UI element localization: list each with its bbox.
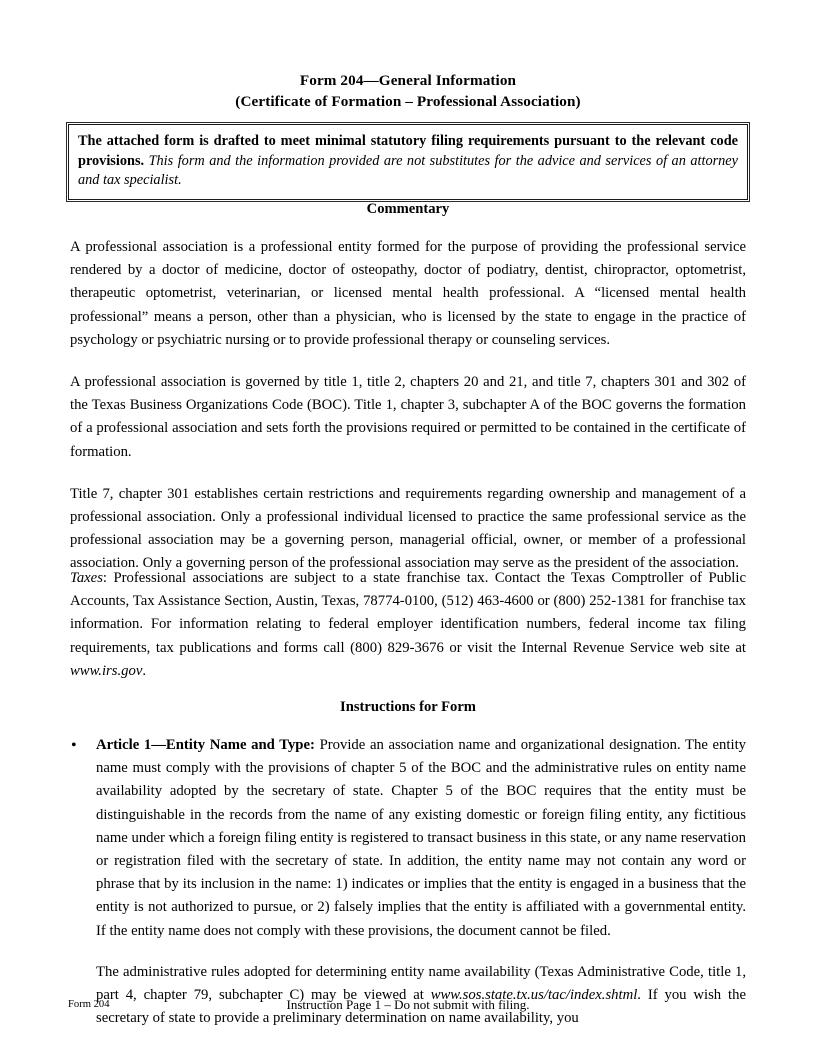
instructions-list — [70, 734, 746, 1030]
article-1-label: Article 1—Entity Name and Type: — [96, 737, 315, 753]
list-item — [70, 734, 746, 1030]
taxes-paragraph — [70, 567, 746, 683]
commentary-body — [70, 236, 746, 576]
disclaimer-lead: The attached form is drafted to meet minimal statutory filing requirements pursuant to the relevant code provisions. — [78, 133, 738, 169]
taxes-text-1: : Professional associations are subject to a state franchise tax. Contact the Texas Comptroller of Public Accounts, Tax Assistance Section, Austin, Texas, 78774-0100, (512) 463-4600 or (800) 252-1381 for franchise tax information. For information relating to federal employer identification numbers, federal income tax filing requirements, tax publications and forms call (800) 829-3676 or visit the Internal Revenue Service web site at — [70, 570, 746, 656]
page-footer — [0, 996, 816, 1018]
article-1-text: Provide an association name and organizational designation. The entity name must comply with the provisions of chapter 5 of the BOC and the administrative rules on entity name availability adopted by the secretary of state. Chapter 5 of the BOC requires that the entity must be distinguishable in the records from the name of any existing domestic or foreign filing entity, any fictitious name under which a foreign filing entity is registered to transact business in this state, or any name reservation or registration filed with the secretary of state. In addition, the entity name may not contain any word or phrase that by its inclusion in the name: 1) indicates or implies that the entity is engaged in a business that the entity is not authorized to pursue, or 2) falsely implies that the entity is affiliated with a governmental entity. If the entity name does not comply with these provisions, the document cannot be filed. — [96, 737, 746, 939]
title-line-1: Form 204—General Information — [299, 72, 517, 89]
commentary-paragraph-3: Title 7, chapter 301 establishes certain restrictions and requirements regarding ownership and management of a professional association. Only a professional individual licensed to practice the same professional service as the professional association may be a governing person, managerial official, owner, or member of a professional association. Only a governing person of the professional association may serve as the president of the association. — [70, 485, 746, 572]
bullet-icon: • — [71, 737, 77, 754]
article-1-sub-text-2: . If you wish the secretary of state to provide a preliminary determination on name availability, you — [96, 987, 746, 1027]
irs-website-url: www.irs.gov — [70, 662, 143, 679]
sos-tac-url: www.sos.state.tx.us/tac/index.shtml — [430, 987, 638, 1004]
title-line-2: (Certificate of Formation – Professional Association) — [235, 93, 581, 110]
commentary-paragraph-2: A professional association is governed by title 1, title 2, chapters 20 and 21, and title 7, chapters 301 and 302 of the Texas Business Organizations Code (BOC). Title 1, chapter 3, subchapter A of the BOC governs the formation of a professional association and sets forth the provisions required or permitted to be contained in the certificate of formation. — [70, 374, 746, 460]
instructions-heading: Instructions for Form — [340, 699, 476, 715]
article-1-paragraph — [96, 734, 746, 943]
page-title — [68, 70, 748, 112]
footer-page-note: Instruction Page 1 – Do not submit with filing. — [286, 997, 530, 1012]
taxes-text-2: . — [142, 662, 147, 679]
footer-form-number: Form 204 — [68, 999, 110, 1010]
taxes-label: Taxes — [70, 570, 103, 586]
commentary-heading: Commentary — [366, 201, 450, 217]
disclaimer-text — [78, 132, 738, 191]
disclaimer-note: This form and the information provided are not substitutes for the advice and services of an attorney and tax specialist. — [78, 152, 738, 189]
taxes-section — [70, 567, 746, 683]
disclaimer-notice-box — [68, 124, 748, 200]
commentary-paragraph-1: A professional association is a professional entity formed for the purpose of providing the professional service rendered by a doctor of medicine, doctor of osteopathy, doctor of podiatry, dentist, chiropractor, optometrist, therapeutic optometrist, veterinarian, or licensed mental health professional. A “licensed mental health professional” means a person, other than a physician, who is licensed by the state to engage in the practice of psychology or psychiatric nursing or to provide professional therapy or counseling services. — [70, 239, 746, 348]
article-1-sub-text-1: The administrative rules adopted for determining entity name availability (Texas Administrative Code, title 1, part 4, chapter 79, subchapter C) may be viewed at — [96, 963, 746, 1004]
